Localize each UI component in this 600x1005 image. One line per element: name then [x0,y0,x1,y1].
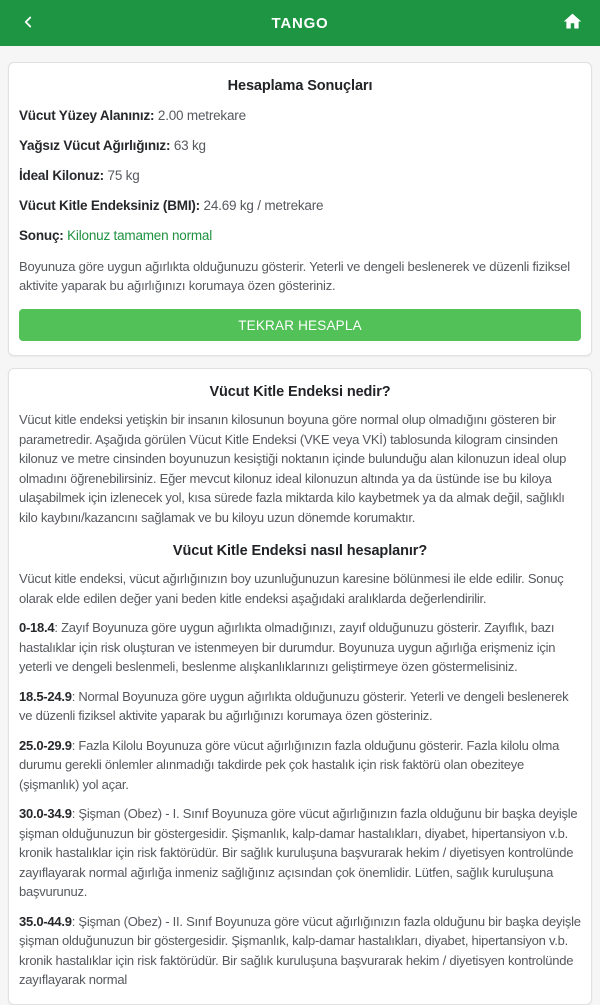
result-row-lean-mass [19,137,581,154]
result-row-verdict [19,227,581,244]
bmi-range-value: 30.0-34.9 [19,806,72,821]
result-label: Sonuç: [19,228,64,243]
result-row-bmi [19,197,581,214]
bmi-range-item [19,687,581,726]
result-row-ideal-weight [19,167,581,184]
result-label: Yağsız Vücut Ağırlığınız: [19,138,171,153]
result-value: 24.69 kg / metrekare [203,198,324,213]
verdict-value: Kilonuz tamamen normal [67,228,213,243]
back-button[interactable] [14,9,42,37]
bmi-range-item [19,736,581,795]
bmi-range-value: 25.0-29.9 [19,737,72,753]
bmi-range-text: : Şişman (Obez) - I. Sınıf Boyunuza göre vücut ağırlığınızın fazla olduğunu bir başka deyişle şişman olduğunuzun bir göstergesidir. Şişmanlık, kalp-damar hastalıkları, diyabet, hipertansiyon v.b. kronik hastalıklar için risk faktörüdür. Bir sağlık kuruluşuna başvurarak hekim / diyetisyen kontrolünde zayıflayarak normal ağırlığa inmeniz sağlığınız açısından çok önemlidir. Lütfen, sağlık kuruluşuna başvurunuz. [19,806,578,899]
page-content [0,46,600,1005]
verdict-description: Boyunuza göre uygun ağırlıkta olduğunuzu gösterir. Yeterli ve dengeli beslenerek ve düzenli fiziksel aktivite yaparak bu ağırlığınızı korumaya özen gösteriniz. [19,259,570,293]
bmi-range-text: : Normal Boyunuza göre uygun ağırlıkta olduğunuzu gösterir. Yeterli ve dengeli beslenerek ve düzenli fiziksel aktivite yaparak bu ağırlığınızı korumaya özen gösteriniz. [19,688,569,723]
bmi-info-card [8,368,592,1005]
bmi-range-value: 18.5-24.9 [19,688,72,704]
result-row-body-surface [19,107,581,124]
bmi-range-text: : Fazla Kilolu Boyunuza göre vücut ağırlığınızın fazla olduğunu gösterir. Fazla kilolu olma durumu gerekli önlemler alınmadığı takdirde pek çok hastalık için risk faktörü olan obeziteye (şişmanlık) yol açar. [19,737,560,792]
bmi-range-item [19,804,581,902]
bmi-range-text: : Şişman (Obez) - II. Sınıf Boyunuza göre vücut ağırlığınızın fazla olduğunu bir başka deyişle şişman olduğunuzun bir göstergesidir. Şişmanlık, kalp-damar hastalıkları, diyabet, hipertansiyon v.b. kronik hastalıklar için risk faktörüdür. Bir sağlık kuruluşuna başvurarak hekim / diyetisyen kontrolünde zayıflayarak normal [19,913,581,987]
app-header [0,0,600,46]
recalculate-button[interactable]: TEKRAR HESAPLA [19,309,581,341]
results-card [8,62,592,356]
result-value: 63 kg [173,138,206,153]
bmi-what-is-title: Vücut Kitle Endeksi nedir? [209,384,391,400]
result-label: İdeal Kilonuz: [19,168,104,183]
bmi-range-item [19,912,581,990]
result-value: 2.00 metrekare [157,108,246,123]
home-icon [562,11,583,35]
bmi-how-calculated-title: Vücut Kitle Endeksi nasıl hesaplanır? [172,543,428,559]
bmi-range-item [19,618,581,677]
bmi-range-value: 35.0-44.9 [19,913,72,929]
bmi-what-is-text: Vücut kitle endeksi yetişkin bir insanın kilosunun boyuna göre normal olup olmadığını gösteren bir parametredir. Aşağıda görülen Vücut Kitle Endeksi (VKE veya VKİ) tablosunda kilogram cinsinden kilonuz ve metre cinsinden boyunuzun kesiştiği noktanın içinde bulunduğu alan kilonuzun ideal olup olmadını öğrenebilirsiniz. Eğer mevcut kilonuz ideal kilonuzun altında ya da üstünde ise bu kiloya ulaşabilmek için izlenecek yol, kısa sürede fazla miktarda kilo kaybetmek ya da almak değil, sağlıklı kilo kaybını/kazancını sağlamak ve bu kiloyu uzun dönemde korumaktır. [19,412,567,525]
bmi-range-text: : Zayıf Boyunuza göre uygun ağırlıkta olmadığınızı, zayıf olduğunuzu gösterir. Zayıflık, bazı hastalıklar için risk oluşturan ve istenmeyen bir durumdur. Boyunuza uygun ağırlığa erişmeniz için yeterli ve dengeli beslenmeli, beslenme alışkanlıklarınızı geliştirmeye özen göstermelisiniz. [19,620,556,674]
result-value: 75 kg [107,168,140,183]
chevron-left-icon [19,13,37,34]
bmi-how-calculated-text: Vücut kitle endeksi, vücut ağırlığınızın boy uzunluğunuzun karesine bölünmesi ile elde edilir. Sonuç olarak elde edilen değer yani beden kitle endeksi aşağıdaki aralıklarda değerlendirilir. [19,571,564,606]
app-title: TANGO [271,14,329,32]
bmi-range-value: 0-18.4 [19,620,55,635]
result-label: Vücut Kitle Endeksiniz (BMI): [19,198,200,213]
home-button[interactable] [558,9,586,37]
result-label: Vücut Yüzey Alanınız: [19,108,155,123]
results-card-title: Hesaplama Sonuçları [227,78,373,94]
